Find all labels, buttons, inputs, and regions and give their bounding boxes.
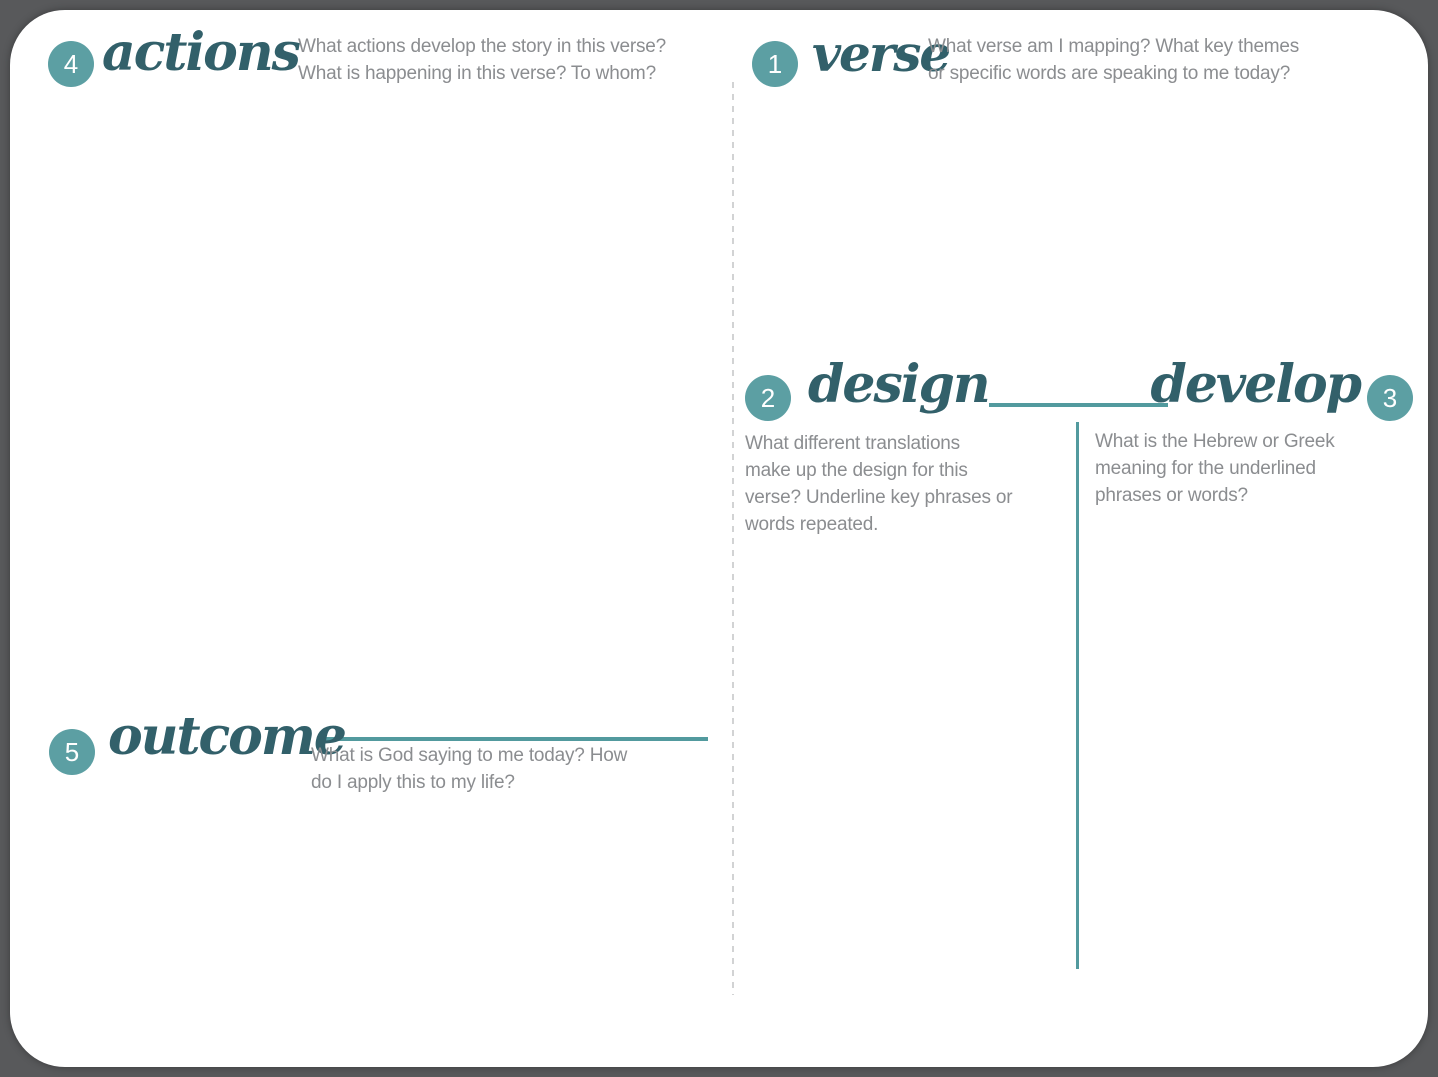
step-badge-develop: [1367, 375, 1413, 421]
question-verse: [928, 33, 1299, 87]
question-line: or specific words are speaking to me today?: [928, 63, 1291, 84]
step-badge-design: [745, 375, 791, 421]
step-number: 5: [64, 736, 80, 767]
question-line: What different translations: [745, 433, 960, 454]
step-badge-verse: [752, 41, 798, 87]
question-line: do I apply this to my life?: [311, 772, 515, 793]
section-title-outcome: outcome: [108, 706, 345, 767]
design-develop-divider: [1076, 422, 1079, 969]
question-actions: [298, 33, 666, 87]
question-line: make up the design for this: [745, 460, 968, 481]
section-title-verse: verse: [812, 24, 950, 83]
center-dashed-divider: [732, 82, 734, 995]
step-number: 4: [63, 48, 79, 79]
question-line: meaning for the underlined: [1095, 458, 1316, 479]
question-design: [745, 430, 1012, 538]
worksheet-card: [10, 10, 1428, 1067]
step-number: 2: [760, 382, 776, 413]
question-line: What actions develop the story in this verse?: [298, 36, 667, 57]
question-outcome: [311, 742, 627, 796]
question-line: What is happening in this verse? To whom?: [298, 63, 656, 84]
outcome-underline: [317, 737, 708, 741]
step-number: 1: [767, 48, 783, 79]
question-line: phrases or words?: [1095, 485, 1248, 506]
section-title-design: design: [808, 354, 989, 415]
design-develop-connector-line: [989, 403, 1168, 407]
step-number: 3: [1382, 382, 1398, 413]
section-title-actions: actions: [102, 22, 299, 83]
step-badge-actions: [48, 41, 94, 87]
step-badge-outcome: [49, 729, 95, 775]
question-line: What is God saying to me today? How: [311, 745, 628, 766]
question-line: verse? Underline key phrases or: [745, 487, 1013, 508]
question-develop: [1095, 428, 1335, 509]
question-line: words repeated.: [745, 514, 879, 535]
section-title-develop: develop: [1150, 354, 1360, 415]
question-line: What is the Hebrew or Greek: [1095, 431, 1335, 452]
question-line: What verse am I mapping? What key themes: [928, 36, 1300, 57]
